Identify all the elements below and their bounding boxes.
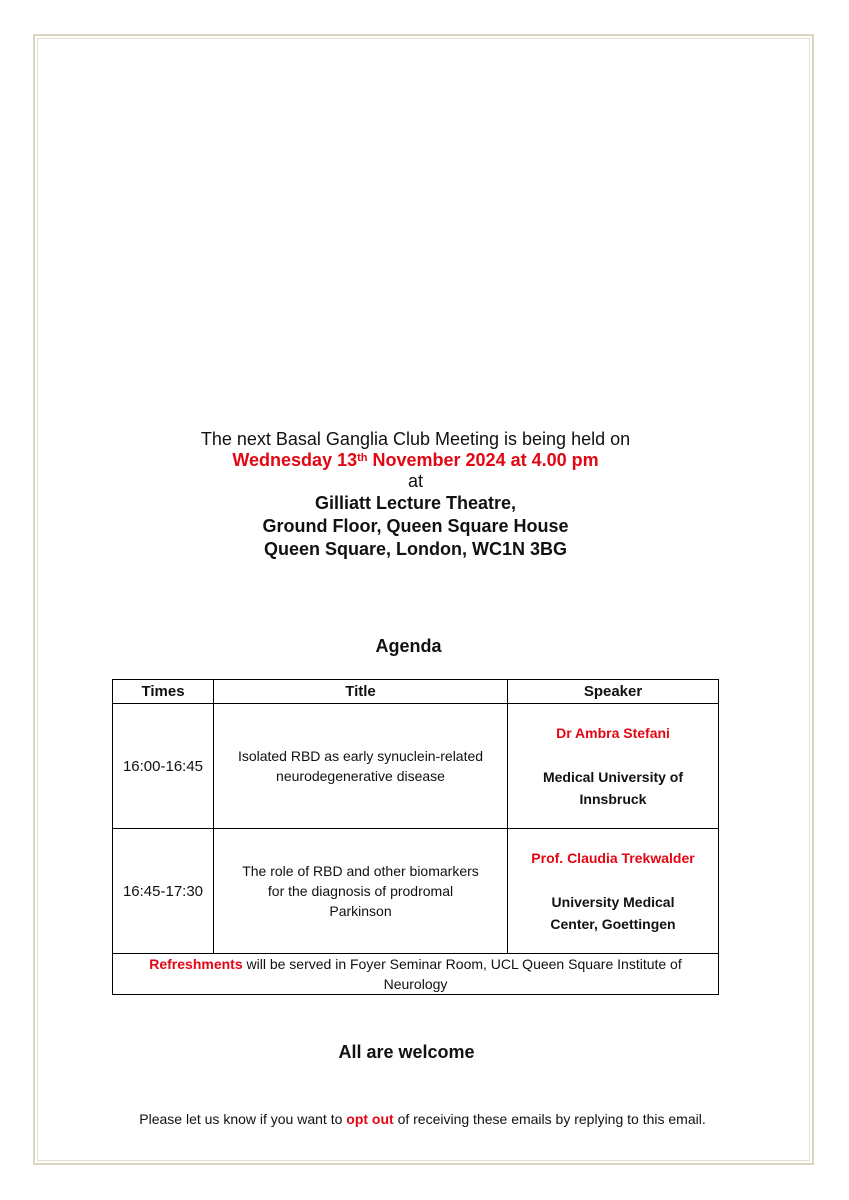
session-time: 16:00-16:45 (113, 704, 214, 829)
agenda-table (112, 679, 719, 995)
session-title (214, 829, 508, 954)
speaker-affiliation: Center, Goettingen (550, 916, 676, 932)
session-time: 16:45-17:30 (113, 829, 214, 954)
speaker-affiliation: Innsbruck (579, 791, 647, 807)
title-line: Parkinson (329, 903, 392, 919)
session-title (214, 704, 508, 829)
header-title: Title (214, 680, 508, 704)
speaker-affiliation: University Medical (551, 894, 675, 910)
table-header-row (113, 680, 719, 704)
venue-line-1: Gilliatt Lecture Theatre, (314, 493, 517, 513)
opt-out-before: Please let us know if you want to (139, 1111, 347, 1127)
date-ordinal-suffix: th (357, 452, 368, 464)
refreshments-text: will be served in Foyer Seminar Room, UCL Queen Square Institute of (242, 956, 682, 972)
opt-out-notice (0, 1111, 847, 1127)
title-line: Isolated RBD as early synuclein-related (237, 748, 484, 764)
welcome-text: All are welcome (338, 1042, 475, 1062)
announcement-line: The next Basal Ganglia Club Meeting is being held on (200, 429, 631, 449)
opt-out-link[interactable]: opt out (346, 1111, 394, 1127)
refreshments-label: Refreshments (149, 956, 243, 972)
header-times: Times (113, 680, 214, 704)
title-line: The role of RBD and other biomarkers (242, 863, 479, 879)
refreshments-text-2: Neurology (383, 976, 448, 992)
at-text: at (407, 471, 423, 491)
speaker-name: Dr Ambra Stefani (556, 725, 670, 741)
session-speaker (508, 829, 719, 954)
opt-out-after: of receiving these emails by replying to this email. (393, 1111, 706, 1127)
session-speaker (508, 704, 719, 829)
meeting-date (0, 450, 849, 470)
meeting-announcement (0, 428, 849, 561)
agenda-heading: Agenda (375, 636, 442, 656)
table-row (113, 829, 719, 954)
date-rest: November 2024 at 4.00 pm (367, 450, 599, 470)
refreshments-row (113, 954, 719, 995)
speaker-affiliation: Medical University of (542, 769, 684, 785)
speaker-name: Prof. Claudia Trekwalder (531, 850, 695, 866)
queen-square-building-photo (195, 68, 665, 380)
title-line: neurodegenerative disease (276, 768, 445, 784)
venue-line-3: Queen Square, London, WC1N 3BG (263, 539, 568, 559)
table-row (113, 704, 719, 829)
header-speaker: Speaker (508, 680, 719, 704)
venue-line-2: Ground Floor, Queen Square House (262, 516, 569, 536)
refreshments-note (113, 954, 719, 995)
title-line: for the diagnosis of prodromal (267, 883, 454, 899)
date-weekday-day: Wednesday 13 (232, 450, 358, 470)
